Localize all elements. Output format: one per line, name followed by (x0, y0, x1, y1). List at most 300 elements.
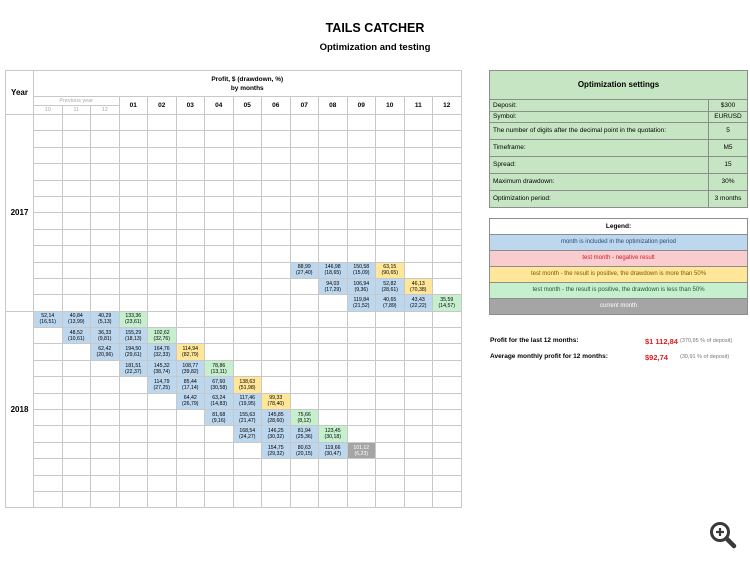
empty-cell (290, 196, 319, 212)
empty-cell (376, 344, 405, 360)
cell-drawdown: (32,76) (153, 335, 170, 342)
empty-cell (176, 328, 205, 344)
empty-cell (91, 147, 120, 163)
empty-cell (262, 360, 291, 376)
empty-cell (376, 410, 405, 426)
empty-cell (176, 196, 205, 212)
empty-cell (376, 115, 405, 131)
cell-drawdown: (10,61) (68, 335, 85, 342)
cell-drawdown: (38,74) (153, 368, 170, 375)
empty-cell (404, 360, 433, 376)
empty-cell (34, 426, 63, 442)
empty-cell (148, 393, 177, 409)
profit-last-12-months (490, 337, 746, 344)
empty-cell (34, 115, 63, 131)
empty-cell (376, 377, 405, 393)
empty-cell (91, 377, 120, 393)
empty-cell (433, 262, 462, 278)
empty-cell (205, 459, 234, 475)
empty-cell (433, 377, 462, 393)
empty-cell (233, 328, 262, 344)
empty-cell (290, 278, 319, 294)
empty-cell (176, 131, 205, 147)
empty-cell (34, 442, 63, 458)
empty-cell (404, 213, 433, 229)
empty-cell (404, 147, 433, 163)
empty-cell (62, 229, 91, 245)
empty-cell (347, 246, 376, 262)
result-cell (290, 442, 319, 458)
empty-cell (262, 344, 291, 360)
empty-cell (62, 393, 91, 409)
cell-profit: 123,45 (324, 428, 341, 435)
cell-profit: 181,51 (125, 362, 142, 369)
empty-cell (91, 360, 120, 376)
empty-cell (119, 491, 148, 507)
empty-cell (347, 491, 376, 507)
cell-profit: 101,12 (353, 444, 370, 451)
settings-value: 30% (709, 173, 748, 190)
settings-row (490, 156, 747, 173)
cell-drawdown: (14,57) (438, 302, 455, 309)
cell-profit: 114,94 (182, 346, 198, 353)
empty-cell (233, 246, 262, 262)
cell-profit: 64,42 (183, 395, 197, 402)
cell-drawdown: (30,58) (210, 384, 227, 391)
cell-profit: 52,14 (41, 313, 55, 320)
empty-cell (233, 213, 262, 229)
report-title: TAILS CATCHER (325, 21, 425, 35)
average-monthly-profit (490, 353, 746, 360)
empty-cell (319, 295, 348, 311)
cell-profit: 63,15 (383, 264, 397, 271)
empty-cell (205, 164, 234, 180)
cell-drawdown: (30,47) (324, 450, 341, 457)
empty-cell (148, 295, 177, 311)
empty-cell (176, 147, 205, 163)
empty-cell (233, 459, 262, 475)
empty-cell (62, 459, 91, 475)
empty-cell (62, 360, 91, 376)
empty-cell (205, 295, 234, 311)
empty-cell (34, 360, 63, 376)
empty-cell (319, 246, 348, 262)
empty-cell (91, 246, 120, 262)
empty-cell (91, 393, 120, 409)
prev-month-header-12: 12 (91, 106, 120, 115)
cell-profit: 35,59 (440, 296, 454, 303)
empty-cell (119, 442, 148, 458)
empty-cell (34, 147, 63, 163)
empty-cell (205, 246, 234, 262)
cell-drawdown: (51,98) (239, 384, 256, 391)
cell-drawdown: (78,40) (267, 401, 284, 408)
cell-profit: 154,75 (267, 444, 284, 451)
cell-drawdown: (13,11) (210, 368, 227, 375)
empty-cell (347, 328, 376, 344)
empty-cell (205, 262, 234, 278)
cell-profit: 145,85 (267, 411, 284, 418)
cell-drawdown: (26,79) (182, 401, 199, 408)
empty-cell (404, 442, 433, 458)
empty-cell (119, 393, 148, 409)
empty-cell (148, 262, 177, 278)
empty-cell (119, 426, 148, 442)
empty-cell (148, 147, 177, 163)
empty-cell (404, 377, 433, 393)
empty-cell (262, 311, 291, 327)
month-header-06: 06 (262, 97, 291, 115)
cell-profit: 133,36 (125, 313, 142, 320)
empty-cell (376, 164, 405, 180)
empty-cell (347, 164, 376, 180)
empty-cell (376, 229, 405, 245)
empty-cell (319, 475, 348, 491)
result-cell (319, 262, 348, 278)
cell-drawdown: (16,51) (39, 319, 56, 326)
cell-drawdown: (21,47) (239, 417, 256, 424)
empty-cell (262, 115, 291, 131)
result-cell (119, 360, 148, 376)
empty-cell (205, 213, 234, 229)
empty-cell (290, 311, 319, 327)
cell-drawdown: (6,23) (354, 450, 369, 457)
result-cell (119, 344, 148, 360)
empty-cell (262, 459, 291, 475)
month-header-11: 11 (404, 97, 433, 115)
cell-drawdown: (24,27) (239, 434, 256, 441)
empty-cell (205, 196, 234, 212)
empty-cell (119, 262, 148, 278)
cell-drawdown: (25,36) (296, 434, 313, 441)
cell-profit: 40,84 (69, 313, 83, 320)
empty-cell (290, 115, 319, 131)
cell-drawdown: (28,60) (267, 417, 284, 424)
empty-cell (148, 164, 177, 180)
empty-cell (433, 278, 462, 294)
cell-drawdown: (18,13) (125, 335, 142, 342)
profit-last-12-note: (370,95 % of deposit) (680, 338, 733, 344)
cell-profit: 67,60 (212, 378, 226, 385)
empty-cell (34, 459, 63, 475)
result-cell (347, 442, 376, 458)
empty-cell (347, 426, 376, 442)
result-cell (233, 410, 262, 426)
empty-cell (176, 442, 205, 458)
result-cell (148, 344, 177, 360)
empty-cell (404, 164, 433, 180)
settings-value: $300 (709, 100, 748, 111)
cell-profit: 119,66 (325, 444, 341, 451)
empty-cell (62, 147, 91, 163)
result-cell (233, 393, 262, 409)
empty-cell (404, 131, 433, 147)
settings-label: Deposit: (493, 101, 517, 109)
settings-row (490, 100, 747, 111)
empty-cell (319, 459, 348, 475)
empty-cell (262, 213, 291, 229)
empty-cell (176, 115, 205, 131)
empty-cell (205, 180, 234, 196)
empty-cell (62, 278, 91, 294)
empty-cell (119, 115, 148, 131)
profit-last-12-label: Profit for the last 12 months: (490, 337, 579, 344)
empty-cell (376, 491, 405, 507)
legend-item-green: test month - the result is positive, the drawdown is less than 50% (490, 282, 747, 298)
cell-drawdown: (22,37) (125, 368, 142, 375)
empty-cell (233, 180, 262, 196)
empty-cell (205, 442, 234, 458)
legend-item-yellow: test month - the result is positive, the drawdown is more than 50% (490, 266, 747, 282)
empty-cell (376, 213, 405, 229)
month-header-04: 04 (205, 97, 234, 115)
empty-cell (119, 213, 148, 229)
empty-cell (319, 180, 348, 196)
empty-cell (433, 229, 462, 245)
result-cell (205, 393, 234, 409)
report-subtitle: Optimization and testing (319, 42, 431, 53)
magnifier-plus-icon[interactable] (708, 520, 738, 550)
empty-cell (62, 295, 91, 311)
empty-cell (34, 344, 63, 360)
empty-cell (262, 164, 291, 180)
empty-cell (347, 131, 376, 147)
empty-cell (233, 442, 262, 458)
empty-cell (62, 131, 91, 147)
empty-cell (262, 262, 291, 278)
empty-cell (176, 213, 205, 229)
empty-cell (233, 131, 262, 147)
empty-cell (62, 196, 91, 212)
cell-profit: 40,65 (383, 296, 397, 303)
cell-profit: 155,63 (239, 411, 256, 418)
result-cell (347, 262, 376, 278)
empty-cell (91, 491, 120, 507)
month-header-07: 07 (290, 97, 319, 115)
cell-drawdown: (30,18) (324, 434, 341, 441)
result-cell (319, 426, 348, 442)
empty-cell (433, 213, 462, 229)
empty-cell (91, 229, 120, 245)
empty-cell (347, 115, 376, 131)
empty-cell (233, 262, 262, 278)
empty-cell (347, 393, 376, 409)
empty-cell (319, 393, 348, 409)
empty-cell (148, 196, 177, 212)
empty-cell (62, 164, 91, 180)
cell-drawdown: (20,96) (96, 352, 113, 359)
empty-cell (119, 377, 148, 393)
empty-cell (404, 196, 433, 212)
cell-profit: 48,52 (69, 329, 83, 336)
result-cell (119, 328, 148, 344)
result-cell (91, 328, 120, 344)
empty-cell (433, 393, 462, 409)
cell-profit: 94,03 (326, 280, 340, 287)
empty-cell (34, 164, 63, 180)
result-cell (262, 426, 291, 442)
empty-cell (433, 131, 462, 147)
empty-cell (290, 475, 319, 491)
cell-profit: 78,86 (212, 362, 226, 369)
empty-cell (262, 196, 291, 212)
settings-label: The number of digits after the decimal point in the quotation: (490, 122, 709, 139)
profit-header-line2: by months (230, 84, 264, 92)
empty-cell (91, 475, 120, 491)
empty-cell (176, 164, 205, 180)
cell-profit: 145,32 (153, 362, 170, 369)
empty-cell (34, 295, 63, 311)
empty-cell (290, 229, 319, 245)
empty-cell (205, 229, 234, 245)
empty-cell (262, 180, 291, 196)
empty-cell (376, 442, 405, 458)
settings-label: Spread: (490, 156, 709, 173)
empty-cell (62, 410, 91, 426)
result-cell (376, 295, 405, 311)
empty-cell (119, 246, 148, 262)
empty-cell (319, 115, 348, 131)
year-label-2017: 2017 (6, 115, 34, 312)
empty-cell (233, 295, 262, 311)
result-cell (91, 311, 120, 327)
empty-cell (148, 410, 177, 426)
empty-cell (404, 180, 433, 196)
empty-cell (205, 491, 234, 507)
cell-profit: 146,98 (324, 264, 341, 271)
empty-cell (433, 311, 462, 327)
month-header-05: 05 (233, 97, 262, 115)
empty-cell (233, 311, 262, 327)
cell-profit: 146,25 (267, 428, 284, 435)
empty-cell (376, 147, 405, 163)
empty-cell (376, 393, 405, 409)
empty-cell (205, 147, 234, 163)
cell-profit: 62,42 (98, 346, 112, 353)
empty-cell (433, 491, 462, 507)
cell-profit: 102,62 (153, 329, 170, 336)
cell-profit: 168,54 (239, 428, 256, 435)
cell-profit: 75,66 (297, 411, 311, 418)
month-header-09: 09 (347, 97, 376, 115)
settings-header: Optimization settings (490, 71, 747, 100)
empty-cell (176, 459, 205, 475)
empty-cell (62, 246, 91, 262)
prev-month-header-11: 11 (62, 106, 91, 115)
empty-cell (404, 262, 433, 278)
result-cell (205, 377, 234, 393)
empty-cell (233, 147, 262, 163)
empty-cell (233, 360, 262, 376)
result-cell (62, 311, 91, 327)
prev-month-header-10: 10 (34, 106, 63, 115)
empty-cell (34, 131, 63, 147)
empty-cell (433, 115, 462, 131)
empty-cell (205, 328, 234, 344)
empty-cell (34, 262, 63, 278)
empty-cell (176, 410, 205, 426)
cell-drawdown: (14,83) (210, 401, 227, 408)
empty-cell (376, 131, 405, 147)
cell-drawdown: (21,52) (353, 302, 370, 309)
result-cell (319, 278, 348, 294)
cell-drawdown: (20,15) (296, 450, 313, 457)
empty-cell (148, 426, 177, 442)
empty-cell (148, 475, 177, 491)
empty-cell (433, 410, 462, 426)
result-cell (176, 344, 205, 360)
empty-cell (319, 360, 348, 376)
settings-label: Maximum drawdown: (490, 173, 709, 190)
cell-drawdown: (8,12) (297, 417, 312, 424)
month-header-12: 12 (433, 97, 462, 115)
result-cell (91, 344, 120, 360)
result-cell (176, 377, 205, 393)
result-cell (376, 262, 405, 278)
empty-cell (404, 393, 433, 409)
empty-cell (433, 360, 462, 376)
empty-cell (319, 164, 348, 180)
cell-drawdown: (39,82) (182, 368, 199, 375)
empty-cell (262, 475, 291, 491)
empty-cell (376, 180, 405, 196)
cell-drawdown: (70,38) (410, 286, 427, 293)
empty-cell (290, 246, 319, 262)
empty-cell (34, 491, 63, 507)
empty-cell (34, 410, 63, 426)
settings-label: Timeframe: (490, 139, 709, 156)
year-label-2018: 2018 (6, 311, 34, 508)
result-cell (290, 410, 319, 426)
cell-drawdown: (27,25) (153, 384, 170, 391)
empty-cell (119, 131, 148, 147)
empty-cell (347, 360, 376, 376)
cell-profit: 85,44 (183, 378, 197, 385)
empty-cell (119, 180, 148, 196)
cell-profit: 164,76 (153, 346, 170, 353)
legend-panel (489, 218, 748, 315)
settings-row (490, 139, 747, 156)
settings-table (490, 100, 747, 207)
empty-cell (91, 442, 120, 458)
empty-cell (233, 475, 262, 491)
empty-cell (62, 442, 91, 458)
settings-row (490, 111, 747, 122)
cell-drawdown: (5,13) (97, 319, 112, 326)
empty-cell (404, 115, 433, 131)
empty-cell (319, 311, 348, 327)
empty-cell (91, 164, 120, 180)
profit-header-line1: Profit, $ (drawdown, %) (211, 75, 284, 83)
empty-cell (433, 475, 462, 491)
empty-cell (404, 328, 433, 344)
empty-cell (34, 377, 63, 393)
empty-cell (347, 229, 376, 245)
empty-cell (433, 344, 462, 360)
result-cell (319, 442, 348, 458)
empty-cell (119, 229, 148, 245)
empty-cell (290, 377, 319, 393)
empty-cell (176, 229, 205, 245)
cell-profit: 81,94 (297, 428, 311, 435)
empty-cell (376, 311, 405, 327)
empty-cell (34, 278, 63, 294)
cell-drawdown: (15,09) (353, 270, 370, 277)
empty-cell (347, 377, 376, 393)
empty-cell (91, 459, 120, 475)
cell-profit: 36,33 (98, 329, 112, 336)
empty-cell (376, 426, 405, 442)
